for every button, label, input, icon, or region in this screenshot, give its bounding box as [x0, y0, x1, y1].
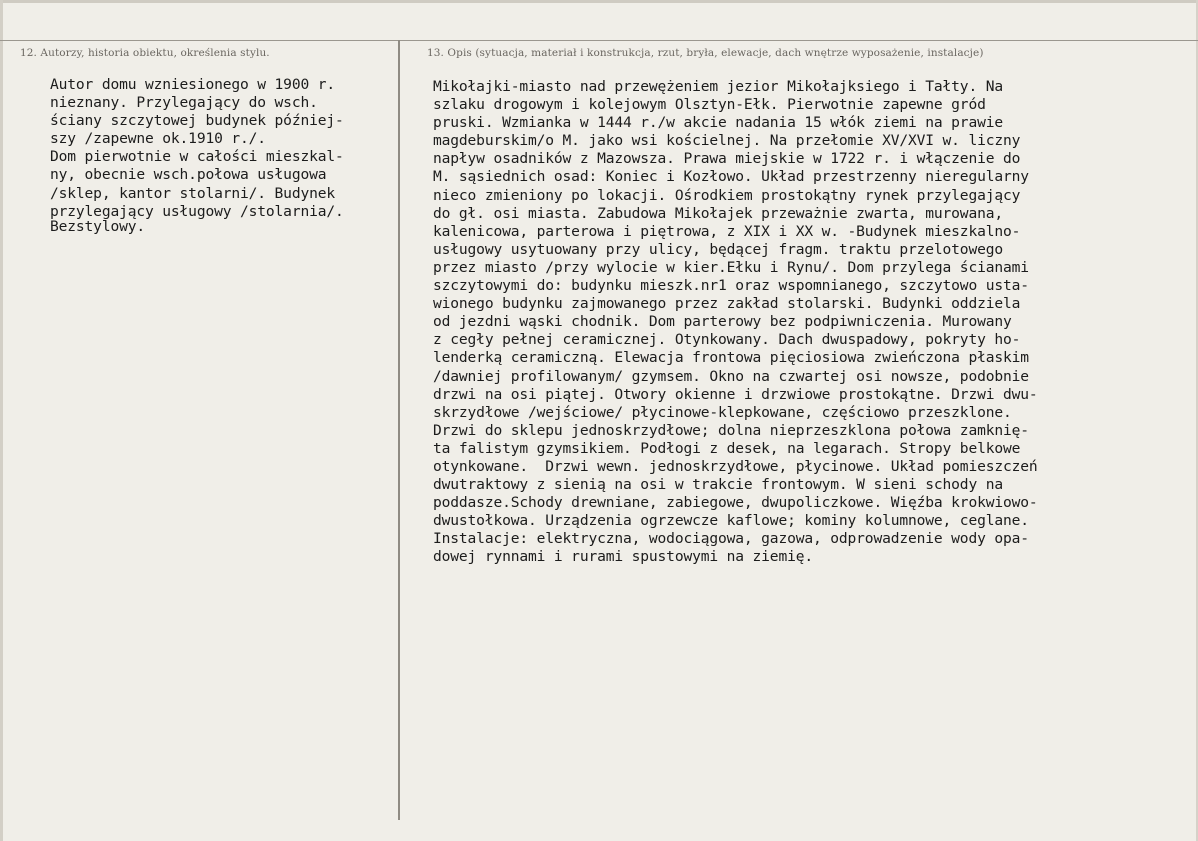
card-top-edge	[0, 0, 1198, 3]
style-text: Bezstylowy.	[50, 218, 145, 235]
field-12-header: 12. Autorzy, historia obiektu, określenia stylu.	[20, 47, 270, 59]
column-divider	[398, 40, 400, 820]
author-history-text: Autor domu wzniesionego w 1900 r. nieznany. Przylegający do wsch. ściany szczytowej budynek później- szy /zapewne ok.1910 r./. Dom pierwotnie w całości mieszkal- ny, obecnie wsch.połowa usługowa /sklep, kantor stolarni/. Budynek przylegający usługowy /stolarnia/.	[50, 76, 344, 220]
header-divider	[0, 40, 1198, 41]
field-13-header: 13. Opis (sytuacja, materiał i konstrukcja, rzut, bryła, elewacje, dach wnętrze wyposażenie, instalacje)	[427, 47, 984, 59]
card-left-edge	[0, 0, 3, 841]
description-text: Mikołajki-miasto nad przewężeniem jezior Mikołajksiego i Tałty. Na szlaku drogowym i kolejowym Olsztyn-Ełk. Pierwotnie zapewne gród pruski. Wzmianka w 1444 r./w akcie nadania 15 włók ziemi na prawie magdeburskim/o M. jako wsi kościelnej. Na przełomie XV/XVI w. liczny napływ osadników z Mazowsza. Prawa miejskie w 1722 r. i włączenie do M. sąsiednich osad: Koniec i Kozłowo. Układ przestrzenny nieregularny nieco zmieniony po lokacji. Ośrodkiem prostokątny rynek przylegający do gł. osi miasta. Zabudowa Mikołajek przeważnie zwarta, murowana, kalenicowa, parterowa i piętrowa, z XIX i XX w. -Budynek mieszkalno- usługowy usytuowany przy ulicy, będącej fragm. traktu przelotowego przez miasto /przy wylocie w kier.Ełku i Rynu/. Dom przylega ścianami szczytowymi do: budynku mieszk.nr1 oraz wspomnianego, szczytowo usta- wionego budynku zajmowanego przez zakład stolarski. Budynki oddziela od jezdni wąski chodnik. Dom parterowy bez podpiwniczenia. Murowany z cegły pełnej ceramicznej. Otynkowany. Dach dwuspadowy, pokryty ho- lenderką ceramiczną. Elewacja frontowa pięciosiowa zwieńczona płaskim /dawniej profilowanym/ gzymsem. Okno na czwartej osi nowsze, podobnie drzwi na osi piątej. Otwory okienne i drzwiowe prostokątne. Drzwi dwu- skrzydłowe /wejściowe/ płycinowe-klepkowane, częściowo przeszklone. Drzwi do sklepu jednoskrzydłowe; dolna nieprzeszklona połowa zamknię- ta falistym gzymsikiem. Podłogi z desek, na legarach. Stropy belkowe otynkowane. Drzwi wewn. jednoskrzydłowe, płycinowe. Układ pomieszczeń dwutraktowy z sienią na osi w trakcie frontowym. W sieni schody na poddasze.Schody drewniane, zabiegowe, dwupoliczkowe. Więźba krokwiowo- dwustołkowa. Urządzenia ogrzewcze kaflowe; kominy kolumnowe, ceglane. Instalacje: elektryczna, wodociągowa, gazowa, odprowadzenie wody opa- dowej rynnami i rurami spustowymi na ziemię.	[433, 78, 1038, 566]
